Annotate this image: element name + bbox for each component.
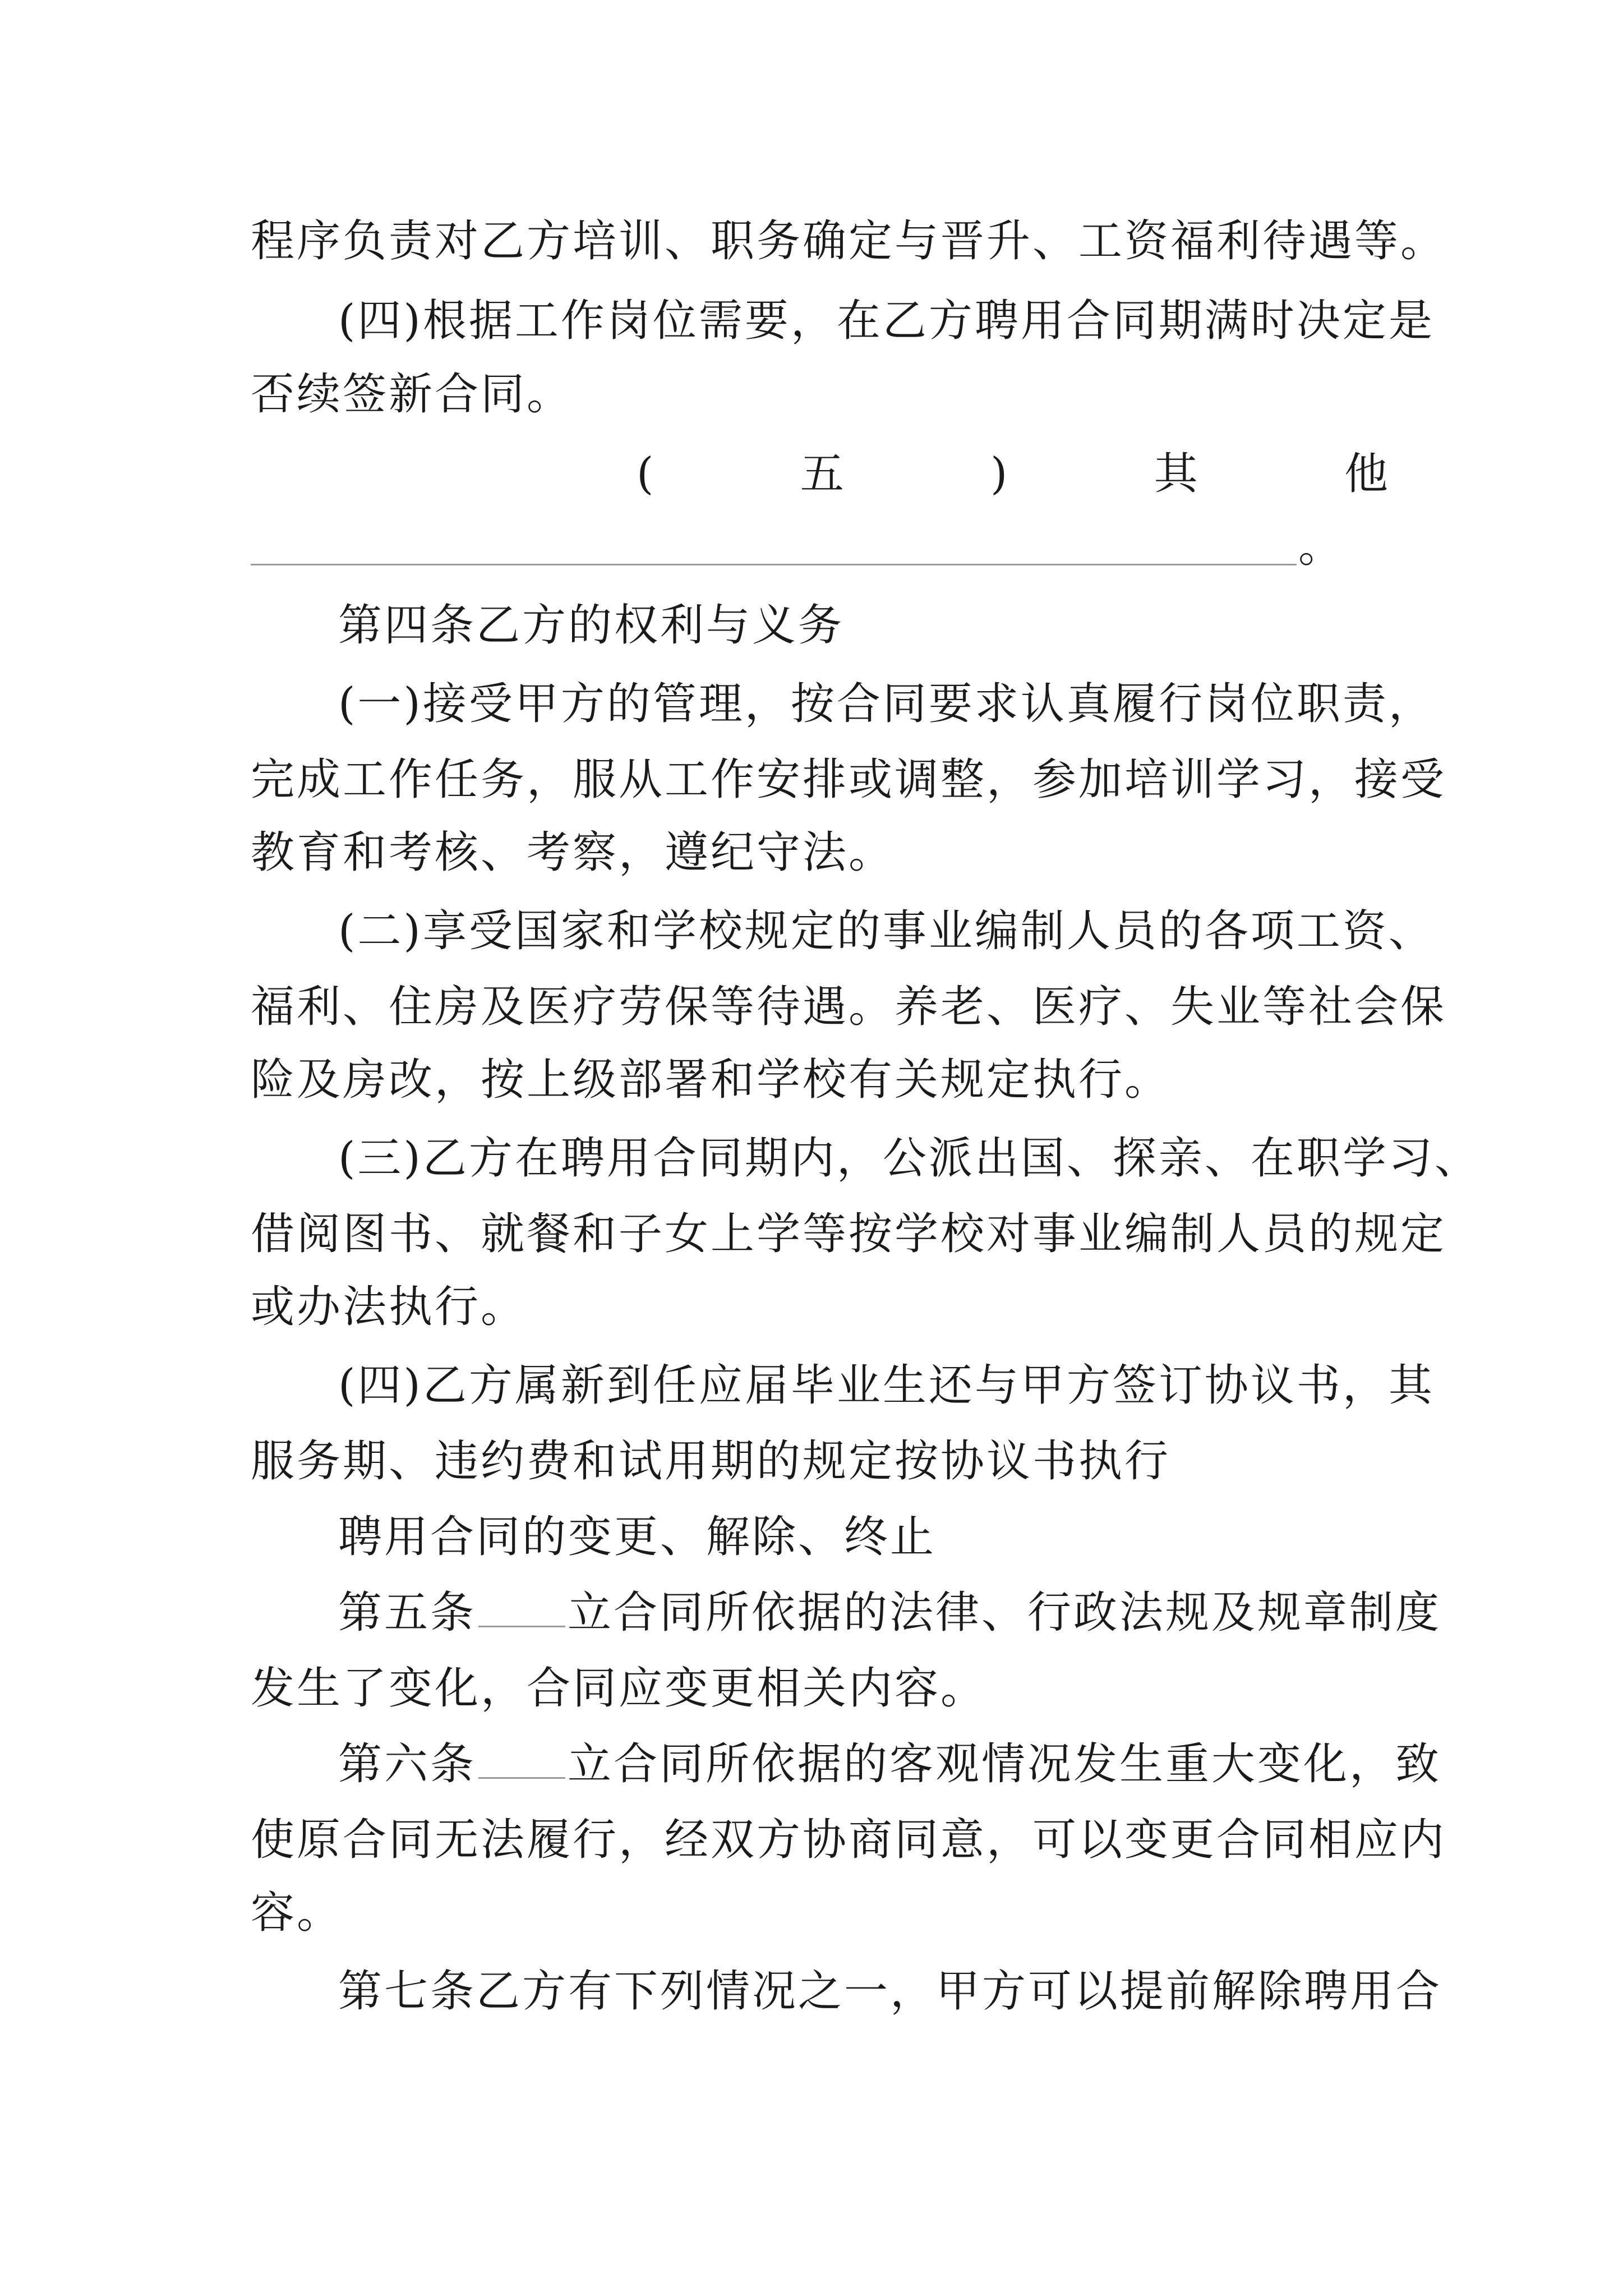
paragraph-line: 教育和考核、考察，遵纪守法。: [251, 827, 895, 878]
article-five-line: [338, 1585, 1442, 1641]
paragraph-line: 福利、住房及医疗劳保等待遇。养老、医疗、失业等社会保: [251, 982, 1447, 1032]
blank-underline: [478, 1742, 565, 1779]
article-label: 第六条: [338, 1739, 477, 1789]
article-text: 立合同所依据的客观情况发生重大变化，致: [568, 1739, 1442, 1789]
section-heading: 聘用合同的变更、解除、终止: [338, 1512, 937, 1562]
paragraph-line: 第七条乙方有下列情况之一，甲方可以提前解除聘用合: [338, 1966, 1442, 2017]
paragraph-line: 服务期、违约费和试用期的规定按协议书执行: [251, 1436, 1171, 1487]
section-heading: 第四条乙方的权利与义务: [338, 600, 845, 651]
line-end-period: 。: [1298, 522, 1343, 572]
paren-open: (: [637, 449, 654, 499]
paragraph-line: 否续签新合同。: [251, 369, 573, 420]
paragraph-line: (一)接受甲方的管理，按合同要求认真履行岗位职责，: [338, 679, 1435, 729]
paragraph-line: 使原合同无法履行，经双方协商同意，可以变更合同相应内: [251, 1815, 1447, 1865]
paragraph-line: (三)乙方在聘用合同期内，公派出国、探亲、在职学习、: [338, 1133, 1481, 1184]
paragraph-line: (四)乙方属新到任应届毕业生还与甲方签订协议书，其: [338, 1360, 1435, 1411]
article-label: 第五条: [338, 1588, 477, 1638]
numeral-five: 五: [800, 449, 844, 499]
blank-underline: [478, 1591, 565, 1627]
article-six-line: [338, 1736, 1442, 1792]
paragraph-line: 或办法执行。: [251, 1282, 527, 1332]
paragraph-line: 程序负责对乙方培训、职务确定与晋升、工资福利待遇等。: [251, 216, 1447, 266]
paragraph-line: 发生了变化，合同应变更相关内容。: [251, 1663, 987, 1714]
paragraph-line: 完成工作任务，服从工作安排或调整，参加培训学习，接受: [251, 754, 1447, 805]
paragraph-line: (四)根据工作岗位需要，在乙方聘用合同期满时决定是: [338, 296, 1435, 346]
paragraph-line: 容。: [251, 1888, 343, 1938]
word-qi: 其: [1154, 449, 1198, 499]
paragraph-line: 险及房改，按上级部署和学校有关规定执行。: [251, 1055, 1171, 1105]
blank-underline: [251, 564, 1297, 565]
fill-in-blank-line: [251, 519, 1395, 575]
paren-close: ): [990, 449, 1008, 499]
paragraph-line: 借阅图书、就餐和子女上学等按学校对事业编制人员的规定: [251, 1209, 1447, 1259]
clause-five-other: [637, 446, 1388, 502]
paragraph-line: (二)享受国家和学校规定的事业编制人员的各项工资、: [338, 906, 1435, 956]
article-text: 立合同所依据的法律、行政法规及规章制度: [568, 1588, 1442, 1638]
word-ta: 他: [1344, 449, 1388, 499]
